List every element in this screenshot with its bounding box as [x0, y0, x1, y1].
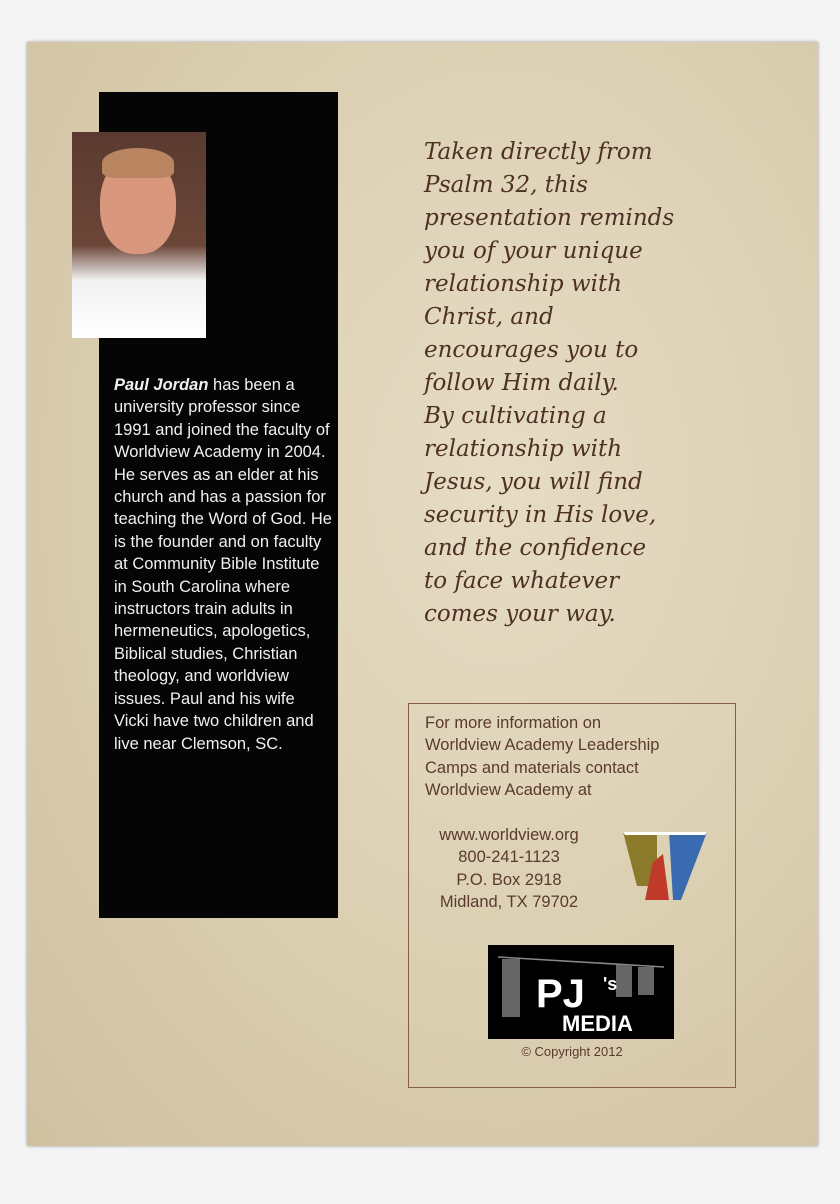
author-photo — [72, 132, 206, 338]
po-box: P.O. Box 2918 — [456, 870, 562, 889]
info-intro: For more information on Worldview Academy Leadership Camps and materials contact Worldview Academy at — [425, 714, 660, 799]
copyright: © Copyright 2012 — [521, 1044, 623, 1059]
description-text: Taken directly from Psalm 32, this presentation reminds you of your unique relationship with Christ, and encourages you to follow Him daily. By cultivating a relationship with Jesus, you will find security in His love, and the confidence to face whatever comes your way. — [424, 139, 675, 627]
phone: 800-241-1123 — [458, 848, 560, 867]
pj-sup: 's — [603, 974, 618, 994]
author-name: Paul Jordan — [114, 376, 209, 394]
contact-address — [419, 824, 599, 913]
author-bio — [114, 374, 332, 755]
website-link[interactable]: www.worldview.org — [439, 826, 579, 844]
info-box — [408, 703, 736, 1088]
bio-text: has been a university professor since 1991 and joined the faculty of Worldview Academy in 2004. He serves as an elder at his church and has a passion for teaching the Word of God. He is the founder and on faculty at Community Bible Institute in South Carolina where instructors train adults in hermeneutics, apologetics, Biblical studies, Christian theology, and worldview issues. Paul and his wife Vicki have two children and live near Clemson, SC. — [114, 376, 332, 753]
media-text: MEDIA — [562, 1011, 633, 1036]
pj-text: PJ — [536, 972, 585, 1016]
pjs-media-logo — [488, 945, 674, 1039]
worldview-logo-icon — [623, 832, 707, 900]
city: Midland, TX 79702 — [439, 892, 579, 911]
